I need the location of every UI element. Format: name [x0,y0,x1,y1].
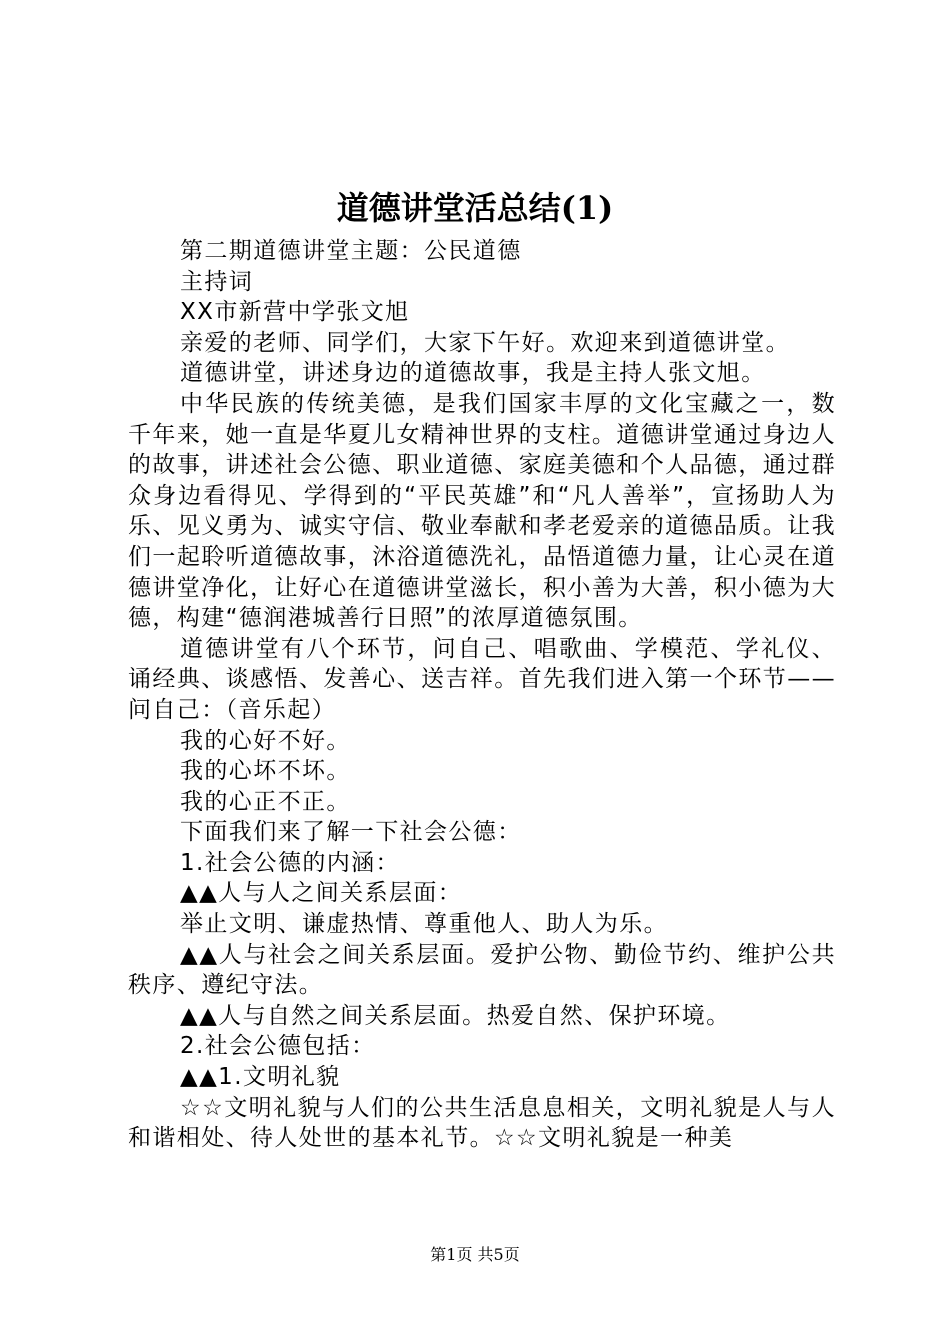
paragraph: 我的心坏不坏。 [180,758,351,785]
paragraph: 道德讲堂有八个环节，问自己、唱歌曲、学模范、学礼仪、诵经典、谈感悟、发善心、送吉祥。首先我们进入第一个环节——问自己：（音乐起） [128,635,836,723]
paragraph: 中华民族的传统美德，是我们国家丰厚的文化宝藏之一，数千年来，她一直是华夏儿女精神世界的支柱。道德讲堂通过身边人的故事，讲述社会公德、职业道德、家庭美德和个人品德，通过群众身边看得见、学得到的“平民英雄”和“凡人善举”，宣扬助人为乐、见义勇为、诚实守信、敬业奉献和孝老爱亲的道德品质。让我们一起聆听道德故事，沐浴道德洗礼，品悟道德力量，让心灵在道德讲堂净化，让好心在道德讲堂滋长，积小善为大善，积小德为大德，构建“德润港城善行日照”的浓厚道德氛围。 [128,390,836,632]
paragraph: ▲▲1.文明礼貌 [180,1064,341,1091]
paragraph: 1.社会公德的内涵： [180,849,400,876]
document-body [128,236,836,1154]
page-footer: 第1页 共5页 [430,1245,520,1264]
paragraph: ▲▲人与自然之间关系层面。热爱自然、保护环境。 [180,1002,731,1029]
document-title: 道德讲堂活总结(1) [336,189,614,227]
paragraph: 第二期道德讲堂主题：公民道德 [180,238,522,264]
paragraph: 亲爱的老师、同学们，大家下午好。欢迎来到道德讲堂。 [180,329,790,356]
paragraph: ☆☆文明礼貌与人们的公共生活息息相关，文明礼貌是人与人和谐相处、待人处世的基本礼节。☆☆文明礼貌是一种美 [128,1094,836,1152]
paragraph: 道德讲堂，讲述身边的道德故事，我是主持人张文旭。 [180,360,766,387]
paragraph: 我的心好不好。 [180,727,351,754]
paragraph: 举止文明、谦虚热情、尊重他人、助人为乐。 [180,911,668,938]
paragraph: ▲▲人与人之间关系层面： [180,880,463,907]
paragraph: XX市新营中学张文旭 [180,299,410,326]
paragraph: 我的心正不正。 [180,788,351,815]
paragraph: ▲▲人与社会之间关系层面。爱护公物、勤俭节约、维护公共秩序、遵纪守法。 [128,941,836,999]
paragraph: 下面我们来了解一下社会公德： [180,819,522,846]
paragraph: 主持词 [180,268,254,295]
paragraph: 2.社会公德包括： [180,1033,376,1060]
